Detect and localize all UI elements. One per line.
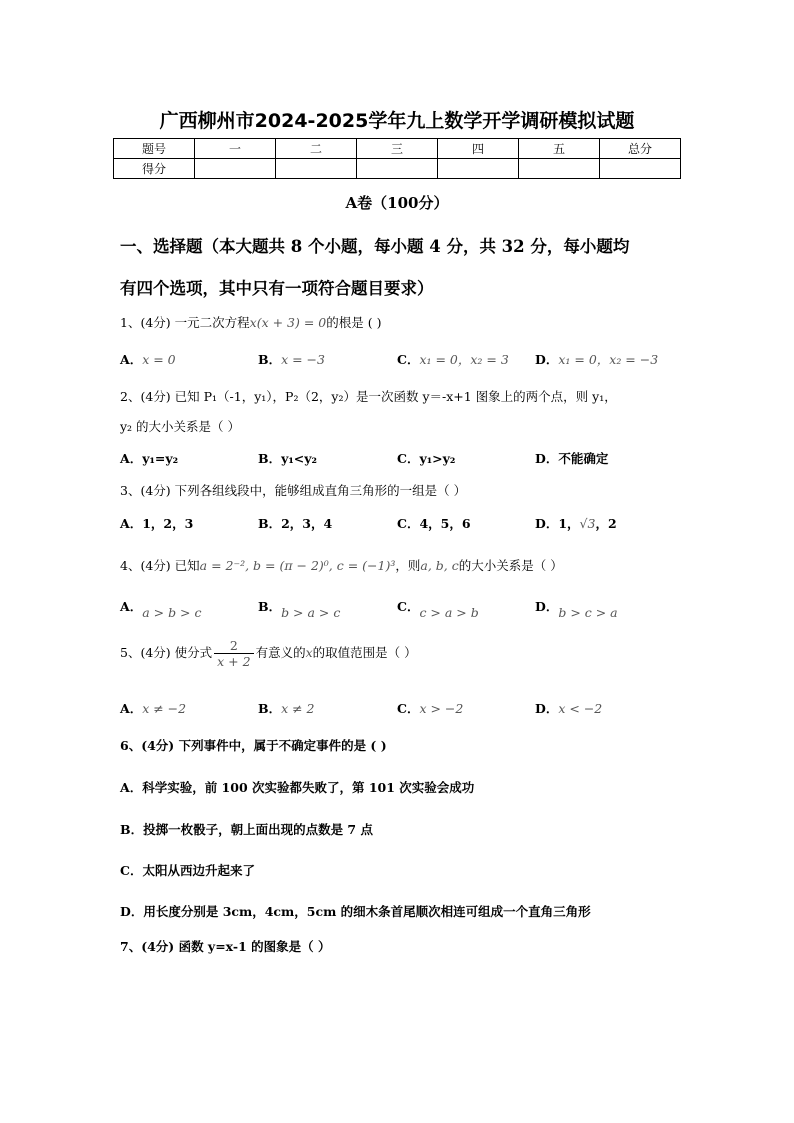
score-cell-empty [519, 159, 600, 179]
q6-option-d: D．用长度分别是 3cm，4cm，5cm 的细木条首尾顺次相连可组成一个直角三角形 [120, 904, 591, 919]
score-cell: 五 [519, 139, 600, 159]
q5-c-label: C． [397, 701, 420, 716]
q2-option-c: C．y₁>y₂ [397, 451, 456, 466]
q4-a-math: a > b > c [142, 605, 202, 620]
score-table [113, 138, 681, 179]
q4-d-math: b > c > a [558, 605, 618, 620]
q5-denominator: x + 2 [217, 654, 251, 669]
score-cell: 得分 [114, 159, 195, 179]
q1-a-label: A． [120, 352, 143, 367]
score-cell: 一 [195, 139, 276, 159]
q4-c-math: c > a > b [419, 605, 479, 620]
q4-a-label: A． [120, 599, 143, 614]
score-cell-empty [357, 159, 438, 179]
q2-option-a: A．y₁=y₂ [120, 451, 179, 466]
q4-option-d [535, 597, 618, 620]
q3-d-pre: D．1， [535, 516, 580, 531]
question-2-line2: y₂ 的大小关系是（ ） [120, 419, 241, 434]
score-cell: 三 [357, 139, 438, 159]
q1-equation: x(x + 3) = 0 [249, 315, 327, 330]
q4-option-b [258, 597, 341, 620]
score-cell: 题号 [114, 139, 195, 159]
section-a-heading: A卷（100分） [345, 194, 449, 212]
q3-d-radical: √3 [579, 516, 596, 531]
q5-a-math: x ≠ −2 [142, 701, 187, 716]
q3-option-c: C．4，5，6 [397, 516, 471, 531]
q3-d-post: ，2 [595, 516, 617, 531]
q1-d-label: D． [535, 352, 559, 367]
q6-option-a: A．科学实验，前 100 次实验都失败了，第 101 次实验会成功 [120, 780, 475, 795]
q3-option-b: B．2，3，4 [258, 516, 333, 531]
q1-c-label: C． [397, 352, 420, 367]
q4-option-a [120, 597, 202, 620]
q4-b-label: B． [258, 599, 282, 614]
q1-option-a [120, 350, 176, 368]
q1-option-d [535, 350, 658, 368]
q3-option-d [535, 514, 617, 532]
question-2-line1: 2、(4分) 已知 P₁（-1，y₁），P₂（2，y₂）是一次函数 y＝-x+1 图象上的两个点，则 y₁， [120, 389, 617, 404]
part1-heading-line1: 一、选择题（本大题共 8 个小题，每小题 4 分，共 32 分，每小题均 [120, 237, 630, 256]
q2-option-b: B．y₁<y₂ [258, 451, 318, 466]
q1-option-b [258, 350, 325, 368]
question-5-stem [120, 638, 417, 669]
score-cell: 总分 [600, 139, 681, 159]
q1-b-label: B． [258, 352, 282, 367]
q5-var: x [305, 645, 313, 660]
q4-c-label: C． [397, 599, 420, 614]
part1-heading-line2: 有四个选项，其中只有一项符合题目要求） [120, 279, 434, 298]
q1-option-c [397, 350, 509, 368]
q6-option-b: B．投掷一枚骰子，朝上面出现的点数是 7 点 [120, 822, 373, 837]
q3-option-a: A．1，2，3 [120, 516, 194, 531]
question-7-stem: 7、(4分) 函数 y=x-1 的图象是（ ） [120, 939, 331, 954]
q4-stem-post: 的大小关系是（ ） [458, 558, 563, 573]
q1-c-math: x₁ = 0，x₂ = 3 [419, 352, 509, 367]
q4-stem-mid: ，则 [395, 558, 421, 573]
q5-c-math: x > −2 [419, 701, 464, 716]
q4-equation: a = 2⁻², b = (π − 2)⁰, c = (−1)³ [199, 558, 396, 573]
q5-a-label: A． [120, 701, 143, 716]
score-cell: 四 [438, 139, 519, 159]
question-1-stem [120, 313, 381, 331]
q5-option-a [120, 699, 186, 717]
score-cell-empty [195, 159, 276, 179]
q4-option-c [397, 597, 479, 620]
q5-d-math: x < −2 [558, 701, 603, 716]
q5-b-math: x ≠ 2 [281, 701, 315, 716]
q5-stem-post: 的取值范围是（ ） [312, 645, 417, 660]
q4-stem-pre: 4、(4分) 已知 [120, 558, 200, 573]
question-4-stem [120, 556, 563, 574]
q5-d-label: D． [535, 701, 559, 716]
exam-title: 广西柳州市2024-2025学年九上数学开学调研模拟试题 [159, 110, 635, 132]
q4-d-label: D． [535, 599, 559, 614]
q5-option-d [535, 699, 602, 717]
q5-option-b [258, 699, 315, 717]
q5-stem-mid: 有意义的 [255, 645, 306, 660]
q1-b-math: x = −3 [281, 352, 325, 367]
q4-vars: a, b, c [420, 558, 459, 573]
q5-option-c [397, 699, 463, 717]
q1-stem-post: 的根是 ( ) [326, 315, 382, 330]
score-table-score-row [114, 159, 681, 179]
score-cell: 二 [276, 139, 357, 159]
score-cell-empty [600, 159, 681, 179]
q6-option-c: C．太阳从西边升起来了 [120, 863, 255, 878]
q5-stem-pre: 5、(4分) 使分式 [120, 645, 213, 660]
q5-fraction [214, 638, 253, 669]
q1-stem-pre: 1、(4分) 一元二次方程 [120, 315, 250, 330]
q4-b-math: b > a > c [281, 605, 341, 620]
q2-option-d: D．不能确定 [535, 451, 609, 466]
score-cell-empty [438, 159, 519, 179]
q1-a-math: x = 0 [142, 352, 176, 367]
score-table-header-row [114, 139, 681, 159]
q5-numerator: 2 [214, 638, 253, 654]
q1-d-math: x₁ = 0，x₂ = −3 [558, 352, 659, 367]
question-3-stem: 3、(4分) 下列各组线段中，能够组成直角三角形的一组是（ ） [120, 483, 467, 498]
question-6-stem: 6、(4分) 下列事件中，属于不确定事件的是 ( ) [120, 738, 387, 753]
score-cell-empty [276, 159, 357, 179]
q5-b-label: B． [258, 701, 282, 716]
